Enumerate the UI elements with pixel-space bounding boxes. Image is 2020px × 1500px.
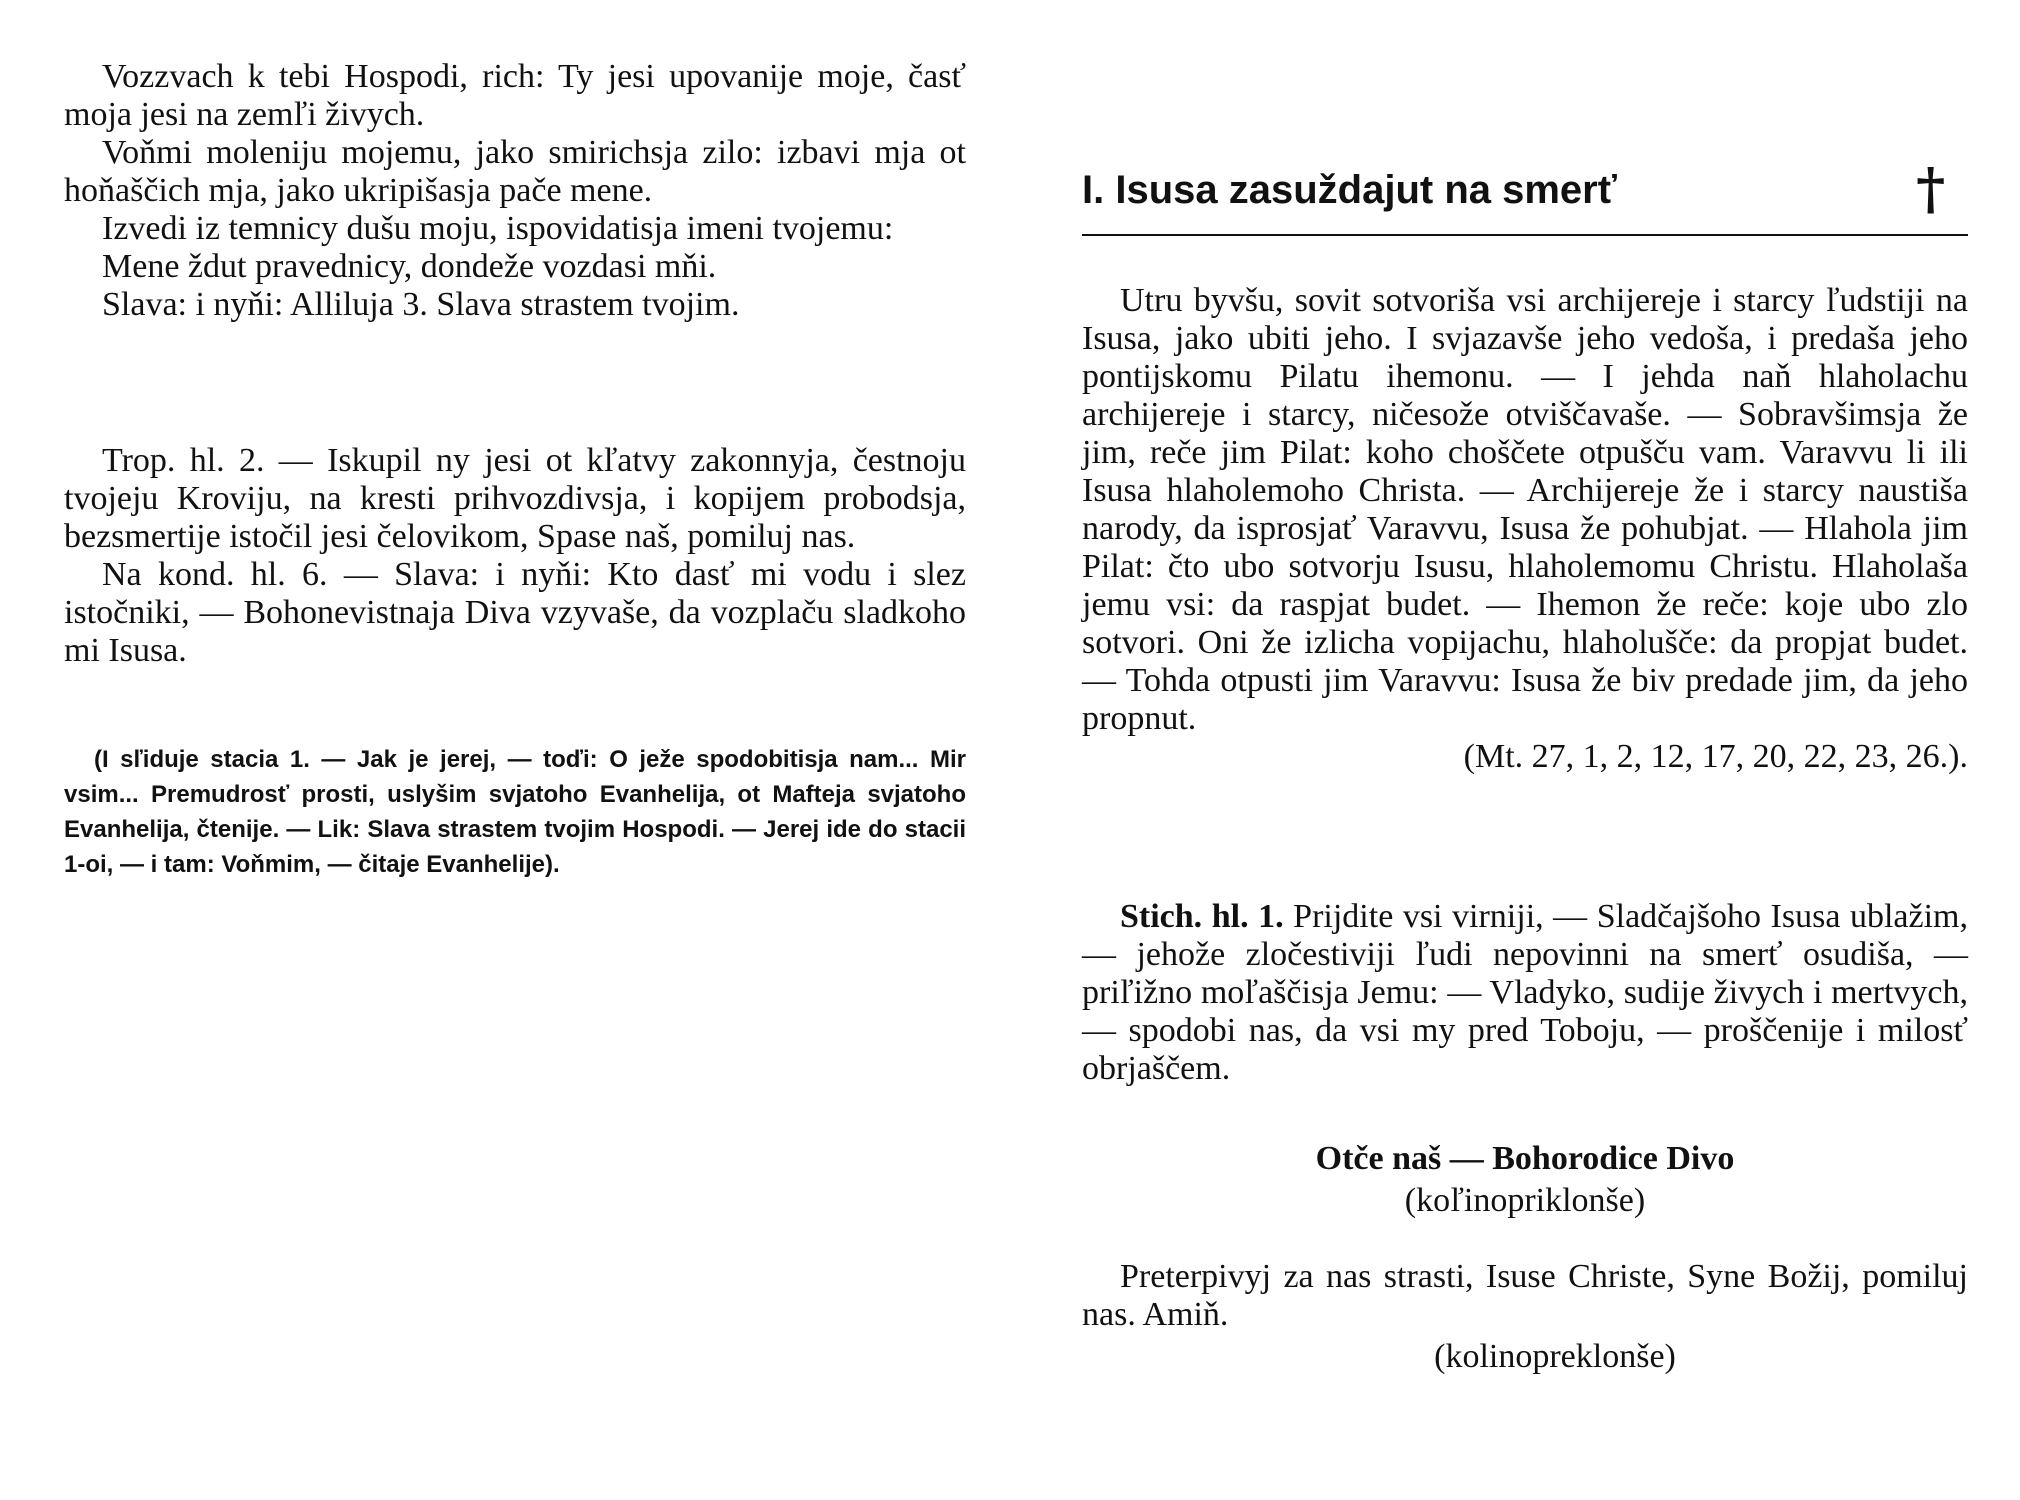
cross-icon: †: [1916, 156, 1946, 222]
prayers-note: (koľinopriklonše): [1404, 1182, 1646, 1219]
station-heading: I. Isusa zasuždajut na smerť: [1082, 168, 1617, 212]
psalm-verse-3: Izvedi iz temnicy dušu moju, ispovidatisja imeni tvojemu:: [102, 210, 894, 247]
psalm-verse-4: Mene ždut pravednicy, dondeže vozdasi mňi.: [102, 248, 717, 285]
rubric-paragraph: [64, 742, 966, 882]
kondak-text: Na kond. hl. 6. — Slava: i nyňi: Kto dasť mi vodu i slez istočniki, — Bohonevistnaja Diva vzyvaše, da vozplaču sladkoho mi Isusa.: [64, 556, 966, 669]
rubric-text: (I sľiduje stacia 1. — Jak je jerej, — toďi: O ježe spodobitisja nam... Mir vsim... Premudrosť prosti, uslyšim svjatoho Evanhelija, ot Mafteja svjatoho Evanhelija, čtenije. — Lik: Slava strastem tvojim Hospodi. — Jerej ide do stacii 1-oi, — i tam: Voňmim, — čitaje Evanhelije).: [64, 746, 966, 878]
right-page: [1010, 0, 2020, 1500]
stichera-text: [1082, 898, 1968, 1088]
psalm-verse-2: Voňmi moleniju mojemu, jako smirichsja zilo: izbavi mja ot hoňaščich mja, jako ukripišasja pače mene.: [64, 134, 966, 209]
gospel-paragraph: [1082, 282, 1968, 776]
closing-note: (kolinopreklonše): [1434, 1338, 1676, 1375]
psalm-verse-1: Vozzvach k tebi Hospodi, rich: Ty jesi upovanije moje, časť moja jesi na zemľi živych.: [64, 58, 966, 133]
stichera-label: Stich. hl. 1.: [1120, 898, 1284, 935]
tropar-paragraph: [64, 442, 966, 670]
tropar-text: Trop. hl. 2. — Iskupil ny jesi ot kľatvy zakonnyja, čestnoju tvojeju Kroviju, na kresti prihvozdivsja, i kopijem probodsja, bezsmertije istočil jesi čelovikom, Spase naš, pomiluj nas.: [64, 442, 966, 555]
stichera-body: Prijdite vsi virniji, — Sladčajšoho Isusa ublažim, — jehože zločestiviji ľudi nepovinni na smerť osudiša, — priľižno moľaščisja Jemu: — Vladyko, sudije živych i mertvych, — spodobi nas, da vsi my pred Toboju, — proščenije i milosť obrjaščem.: [1082, 898, 1968, 1087]
closing-prayer: Preterpivyj za nas strasti, Isuse Christe, Syne Božij, pomiluj nas. Amiň.: [1082, 1258, 1968, 1333]
heading-rule: [1082, 234, 1968, 236]
gospel-text: Utru byvšu, sovit sotvoriša vsi archijereje i starcy ľudstiji na Isusa, jako ubiti jeho. I svjazavše jeho vedoša, i predaša jeho pontijskomu Pilatu ihemonu. — I jehda naň hlaholachu archijereje i starcy, ničesože otviščavaše. — Sobravšimsja že jim, reče jim Pilat: koho choščete otpušču vam. Varavvu li ili Isusa hlaholemoho Christa. — Archijereje že i starcy naustiša narody, da isprosjať Varavvu, Isusa že pohubjat. — Hlahola jim Pilat: čto ubo sotvorju Isusu, hlaholemomu Christu. Hlaholaša jemu vsi: da raspjat budet. — Ihemon že reče: koje ubo zlo sotvori. Oni že izlicha vopijachu, hlaholušče: da propjat budet. — Tohda otpusti jim Varavvu: Isusa že biv predade jim, da jeho propnut.: [1082, 282, 1968, 737]
psalm-verses: [64, 58, 966, 324]
gospel-reference: (Mt. 27, 1, 2, 12, 17, 20, 22, 23, 26.).: [1463, 738, 1968, 775]
psalm-verse-5: Slava: i nyňi: Alliluja 3. Slava strastem tvojim.: [102, 286, 740, 323]
stichera-paragraph: [1082, 898, 1968, 1088]
closing-paragraph: [1082, 1258, 1968, 1376]
prayers-block: [1082, 1140, 1968, 1220]
prayers-title: Otče naš — Bohorodice Divo: [1315, 1140, 1735, 1177]
